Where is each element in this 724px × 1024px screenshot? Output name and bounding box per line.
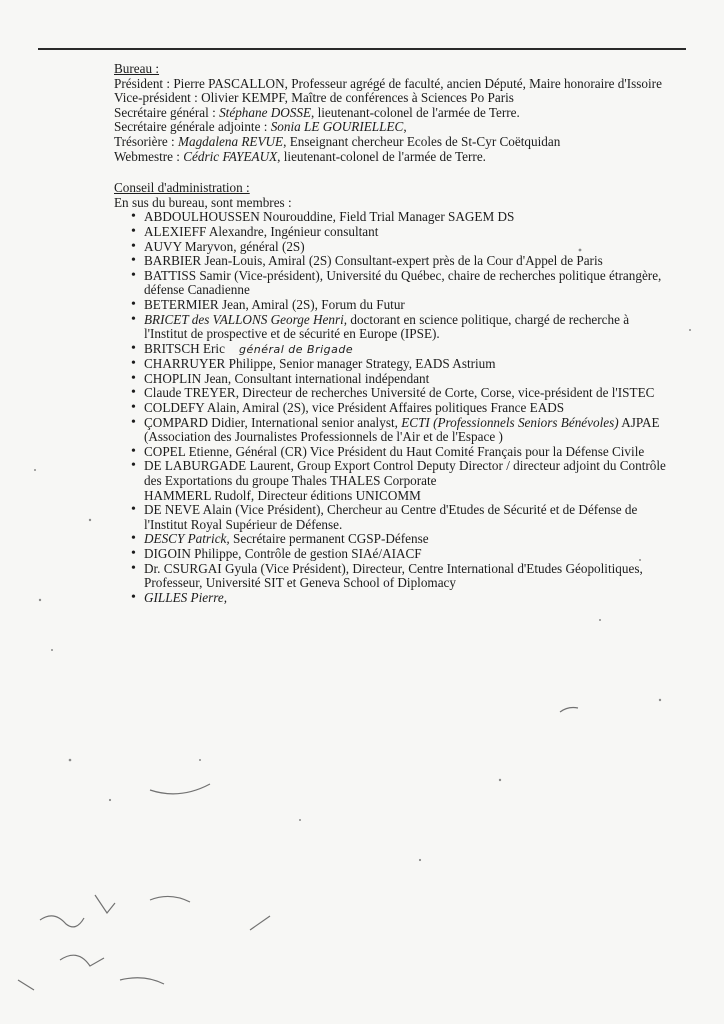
bureau-person: Olivier KEMPF [201,90,285,106]
bureau-person: Pierre PASCALLON [173,75,285,91]
bureau-detail: , Enseignant chercheur Ecoles de St-Cyr Coëtquidan [283,133,561,149]
bureau-person: Sonia LE GOURIELLEC [270,119,404,135]
bureau-person: Cédric FAYEAUX [183,148,278,164]
member-text: DE LABURGADE Laurent, Group Export Control Deputy Director / directeur adjoint du Contrôle des Exportations du groupe Thales THALES Corporate [144,458,666,489]
conseil-intro: En sus du bureau, sont membres : [114,194,292,210]
bureau-detail: , Professeur agrégé de faculté, ancien Député, Maire honoraire d'Issoire [284,75,662,91]
member-text: DE NEVE Alain (Vice Président), Chercheur au Centre d'Etudes de Sécurité et de Défense de l'Institut Royal Supérieur de Défense. [144,502,638,532]
conseil-heading: Conseil d'administration : [114,180,250,196]
member-text: BETERMIER Jean, Amiral (2S), Forum du Futur [144,296,405,312]
member-text: CHOPLIN Jean, Consultant international indépendant [144,370,430,386]
bureau-detail: , lieutenant-colonel de l'armée de Terre. [311,104,520,120]
bureau-role: Trésorière : [114,133,178,149]
member-text: Claude TREYER, Directeur de recherches Université de Corte, Corse, vice-président de l'ISTEC [144,385,655,401]
bureau-detail: , lieutenant-colonel de l'armée de Terre. [277,148,486,164]
member-name-italic: BRICET des VALLONS George Henri, [144,311,348,327]
member-text: Secrétaire permanent CGSP-Défense [229,531,429,547]
member-text: DIGOIN Philippe, Contrôle de gestion SIAé/AIACF [144,546,422,561]
bureau-person: Stéphane DOSSE [219,104,312,120]
bureau-detail: , [403,119,407,135]
bureau-heading: Bureau : [114,61,160,76]
bureau-role: Président : [114,75,174,91]
member-text-continued: AJPAE (Association des Journalistes Professionnels de l'Air et de l'Espace ) [144,414,660,445]
member-text: CHARRUYER Philippe, Senior manager Strategy, EADS Astrium [144,356,496,372]
member-text: HAMMERL Rudolf, Directeur éditions UNICOMM [144,487,421,503]
member-text: ABDOULHOUSSEN Nourouddine, Field Trial Manager SAGEM DS [144,209,515,225]
member-text: ALEXIEFF Alexandre, Ingénieur consultant [144,223,379,239]
member-name-italic: DESCY Patrick, [144,531,230,547]
member-italic: ECTI (Professionnels Seniors Bénévoles) [401,414,619,430]
member-text: COPEL Etienne, Général (CR) Vice Président du Haut Comité Français pour la Défense Civile [144,443,645,459]
member-text: BRITSCH Eric [144,340,225,356]
bureau-role: Secrétaire général : [114,104,220,120]
member-text: AUVY Maryvon, général (2S) [144,238,305,254]
member-text: ÇOMPARD Didier, International senior analyst, [144,414,402,430]
member-text: Dr. CSURGAI Gyula (Vice Président), Directeur, Centre International d'Etudes Géopolitiques, Professeur, Université SIT et Geneva School of Diplomacy [144,560,643,591]
bureau-role: Secrétaire générale adjointe : [114,119,271,135]
bureau-role: Webmestre : [114,148,184,164]
handwritten-note: général de Brigade [238,342,354,356]
member-text: COLDEFY Alain, Amiral (2S), vice Président Affaires politiques France EADS [144,400,565,416]
member-name-italic: GILLES Pierre, [144,589,228,605]
bureau-person: Magdalena REVUE [177,133,284,149]
member-text: BARBIER Jean-Louis, Amiral (2S) Consultant-expert près de la Cour d'Appel de Paris [144,253,603,269]
bureau-role: Vice-président : [114,90,202,106]
member-text: doctorant en science politique, chargé de recherche à l'Institut de prospective et de sécurité en Europe (IPSE). [144,311,630,342]
bureau-detail: , Maître de conférences à Sciences Po Paris [284,90,514,106]
member-text: BATTISS Samir (Vice-président), Université du Québec, chaire de recherches politique étrangère, défense Canadienne [144,267,662,298]
